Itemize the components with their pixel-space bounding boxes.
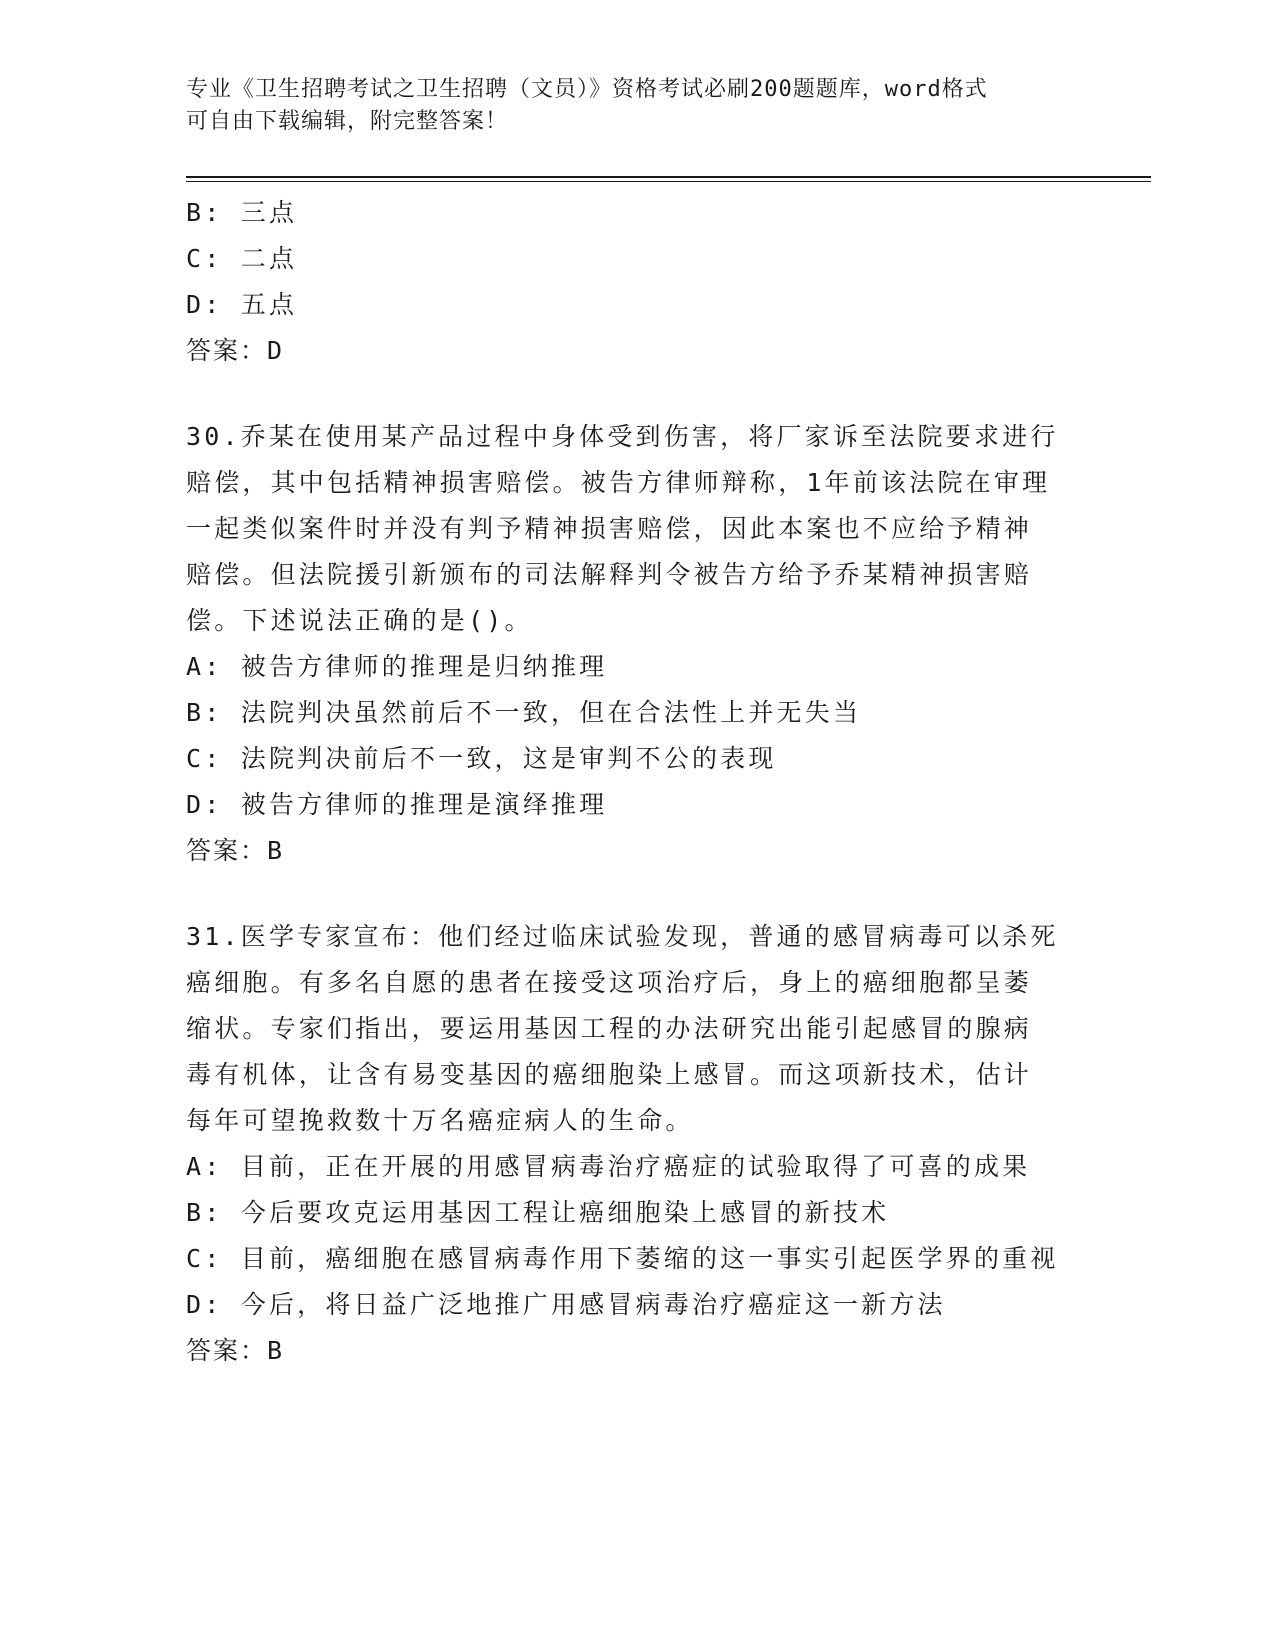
answer-line: 答案：B	[186, 1336, 285, 1365]
question-stem-line: 毒有机体，让含有易变基因的癌细胞染上感冒。而这项新技术，估计	[186, 1060, 1033, 1089]
answer-line: 答案：B	[186, 836, 285, 865]
option-c: C: 法院判决前后不一致，这是审判不公的表现	[186, 744, 777, 773]
question-stem-line: 赔偿。但法院援引新颁布的司法解释判令被告方给予乔某精神损害赔	[186, 560, 1033, 589]
option-b: B: 今后要攻克运用基因工程让癌细胞染上感冒的新技术	[186, 1198, 890, 1227]
option-d: D: 今后，将日益广泛地推广用感冒病毒治疗癌症这一新方法	[186, 1290, 946, 1319]
header-divider-thin	[186, 181, 1151, 182]
question-stem-line: 缩状。专家们指出，要运用基因工程的办法研究出能引起感冒的腺病	[186, 1014, 1033, 1043]
header-title-line-2: 可自由下载编辑，附完整答案！	[186, 109, 509, 134]
spacer	[186, 874, 1086, 914]
document-header	[186, 74, 1066, 138]
question-30	[186, 414, 1086, 874]
option-d: D: 五点	[186, 290, 298, 319]
question-stem-line: 赔偿，其中包括精神损害赔偿。被告方律师辩称，1年前该法院在审理	[186, 468, 1051, 497]
option-c: C: 二点	[186, 244, 298, 273]
option-c: C: 目前，癌细胞在感冒病毒作用下萎缩的这一事实引起医学界的重视	[186, 1244, 1059, 1273]
question-stem-line: 一起类似案件时并没有判予精神损害赔偿，因此本案也不应给予精神	[186, 514, 1033, 543]
previous-question-tail	[186, 190, 1086, 374]
header-divider-thick	[186, 176, 1151, 178]
option-d: D: 被告方律师的推理是演绎推理	[186, 790, 608, 819]
question-stem-line: 偿。下述说法正确的是()。	[186, 606, 533, 635]
option-a: A: 目前，正在开展的用感冒病毒治疗癌症的试验取得了可喜的成果	[186, 1152, 1031, 1181]
option-b: B: 法院判决虽然前后不一致，但在合法性上并无失当	[186, 698, 862, 727]
question-content	[186, 190, 1086, 1374]
answer-line: 答案：D	[186, 336, 285, 365]
spacer	[186, 374, 1086, 414]
question-stem-line: 31.医学专家宣布：他们经过临床试验发现，普通的感冒病毒可以杀死	[186, 922, 1059, 951]
option-a: A: 被告方律师的推理是归纳推理	[186, 652, 608, 681]
question-31	[186, 914, 1086, 1374]
question-stem-line: 30.乔某在使用某产品过程中身体受到伤害，将厂家诉至法院要求进行	[186, 422, 1059, 451]
header-title-line-1: 专业《卫生招聘考试之卫生招聘（文员）》资格考试必刷200题题库，word格式	[186, 77, 988, 102]
question-stem-line: 癌细胞。有多名自愿的患者在接受这项治疗后，身上的癌细胞都呈萎	[186, 968, 1033, 997]
option-b: B: 三点	[186, 198, 298, 227]
question-stem-line: 每年可望挽救数十万名癌症病人的生命。	[186, 1106, 694, 1135]
